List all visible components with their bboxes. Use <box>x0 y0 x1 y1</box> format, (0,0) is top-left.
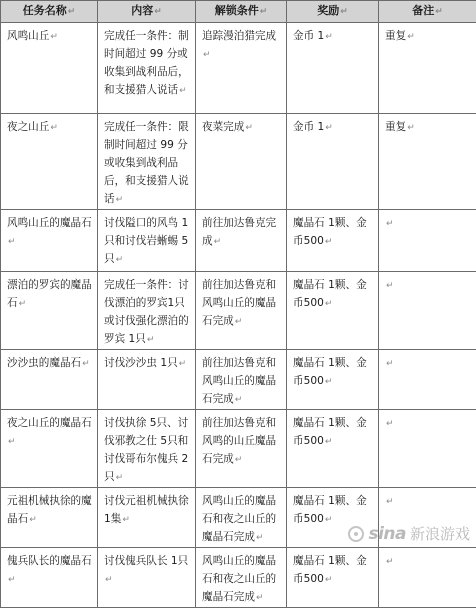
header-reward: 奖励↵ <box>287 1 379 23</box>
cell-reward: 魔晶石 1颗、金币500↵ <box>287 548 379 608</box>
sina-eye-logo-icon <box>348 526 364 542</box>
cell-content: 完成任一条件：限制时间超过 99 分或收集到战利品后，和支援猎人说话↵ <box>98 114 196 210</box>
cell-quest-name: 傀兵队长的魔晶石↵ <box>1 548 98 608</box>
cell-quest-name: 元祖机械执徐的魔晶石↵ <box>1 488 98 548</box>
cell-unlock-condition: 夜菜完成↵ <box>196 114 287 210</box>
header-note: 备注↵ <box>379 1 476 23</box>
cell-unlock-condition: 追踪漫泊猎完成↵ <box>196 23 287 114</box>
cell-content: 讨伐沙沙虫 1只↵ <box>98 350 196 410</box>
sina-watermark <box>348 523 470 544</box>
cell-unlock-condition: 前往加达鲁克和风鸣山丘的魔晶石完成↵ <box>196 272 287 350</box>
cell-note: ↵ <box>379 410 476 488</box>
cell-note: ↵ <box>379 272 476 350</box>
cell-content: 完成任一条件：讨伐漂泊的罗宾1只或讨伐强化漂泊的罗宾 1只↵ <box>98 272 196 350</box>
table-header <box>1 1 476 23</box>
cell-note: ↵ <box>379 350 476 410</box>
cell-content: 讨伐元祖机械执徐 1集↵ <box>98 488 196 548</box>
cell-quest-name: 风鸣山丘的魔晶石↵ <box>1 210 98 272</box>
watermark-brand: sina <box>368 524 406 544</box>
watermark-text: 新浪游戏 <box>410 523 470 544</box>
header-content: 内容↵ <box>98 1 196 23</box>
cell-unlock-condition: 前往加达鲁克和风鸣的山丘魔晶石完成↵ <box>196 410 287 488</box>
cell-note: ↵ <box>379 548 476 608</box>
cell-reward: 魔晶石 1颗、金币500↵ <box>287 488 379 548</box>
header-quest-name: 任务名称↵ <box>1 1 98 23</box>
cell-quest-name: 夜之山丘的魔晶石↵ <box>1 410 98 488</box>
cell-unlock-condition: 风鸣山丘的魔晶石和夜之山丘的魔晶石完成↵ <box>196 548 287 608</box>
cell-content: 讨伐执徐 5只、讨伐邪教之仕 5只和讨伐哥布尔傀兵 2只↵ <box>98 410 196 488</box>
cell-quest-name: 漂泊的罗宾的魔晶石↵ <box>1 272 98 350</box>
table-row <box>1 272 476 350</box>
table-row <box>1 410 476 488</box>
cell-content: 讨伐傀兵队长 1只↵ <box>98 548 196 608</box>
cell-note: ↵ <box>379 210 476 272</box>
table-body <box>1 23 476 608</box>
cell-reward: 金币 1↵ <box>287 23 379 114</box>
cell-content: 讨伐隘口的风鸟 1只和讨伐岩蜥蜴 5只↵ <box>98 210 196 272</box>
cell-unlock-condition: 前往加达鲁克完成↵ <box>196 210 287 272</box>
cell-reward: 魔晶石 1颗、金币500↵ <box>287 350 379 410</box>
cell-note: 重复↵ <box>379 114 476 210</box>
table-row <box>1 23 476 114</box>
cell-note: 重复↵ <box>379 23 476 114</box>
cell-reward: 魔晶石 1颗、金币500↵ <box>287 210 379 272</box>
cell-content: 完成任一条件：制时间超过 99 分或收集到战利品后，和支援猎人说话↵ <box>98 23 196 114</box>
cell-note: ↵ <box>379 488 476 548</box>
cell-quest-name: 夜之山丘↵ <box>1 114 98 210</box>
cell-reward: 魔晶石 1颗、金币500↵ <box>287 272 379 350</box>
table-row <box>1 210 476 272</box>
cell-unlock-condition: 风鸣山丘的魔晶石和夜之山丘的魔晶石完成↵ <box>196 488 287 548</box>
cell-reward: 魔晶石 1颗、金币500↵ <box>287 410 379 488</box>
header-row <box>1 1 476 23</box>
cell-quest-name: 风鸣山丘↵ <box>1 23 98 114</box>
table-row <box>1 114 476 210</box>
table-row <box>1 548 476 608</box>
cell-unlock-condition: 前往加达鲁克和风鸣山丘的魔晶石完成↵ <box>196 350 287 410</box>
cell-reward: 金币 1↵ <box>287 114 379 210</box>
cell-quest-name: 沙沙虫的魔晶石↵ <box>1 350 98 410</box>
table-row <box>1 350 476 410</box>
header-unlock-condition: 解锁条件↵ <box>196 1 287 23</box>
